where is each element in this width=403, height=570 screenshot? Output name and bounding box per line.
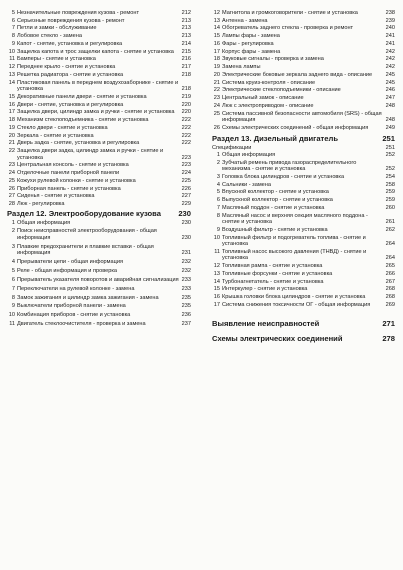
toc-entry-title: Топливные форсунки - снятие и установка xyxy=(222,270,333,277)
toc-entry-title: Замена лампы xyxy=(222,64,261,71)
toc-entry-title: Бамперы - снятие и установка xyxy=(17,56,96,63)
toc-entry-title: Топливный насос высокого давления (ТНВД) - снятие и установка xyxy=(222,248,367,262)
toc-entry[interactable] xyxy=(212,263,395,270)
toc-entry-title: Стекло двери - снятие и установка xyxy=(17,124,108,131)
toc-entry-title: Система круиз-контроля - описание xyxy=(222,79,316,86)
toc-entry[interactable] xyxy=(212,294,395,301)
toc-entry-number: 10 xyxy=(8,48,15,55)
toc-entry-title: Электрические стеклоподъемники - описание xyxy=(222,87,341,94)
toc-entry-page: 222 xyxy=(181,140,191,147)
toc-entry-title: Корпус фары - замена xyxy=(222,48,281,55)
toc-entry-page: 213 xyxy=(181,33,191,40)
toc-entry-title: Звуковые сигналы - проверка и замена xyxy=(222,56,324,63)
toc-entry[interactable] xyxy=(212,235,395,248)
toc-entry-number: 3 xyxy=(11,243,15,250)
toc-entry[interactable] xyxy=(212,103,395,110)
toc-entry-page: 222 xyxy=(181,124,191,131)
toc-entry-title: Переднее крыло - снятие и установка xyxy=(17,64,116,71)
toc-entry[interactable] xyxy=(7,80,191,93)
toc-entry-title: Механизм стеклоподъемника - снятие и установка xyxy=(17,117,149,124)
toc-entry[interactable] xyxy=(212,271,395,278)
toc-entry[interactable] xyxy=(7,41,191,48)
toc-entry[interactable] xyxy=(212,189,395,196)
toc-entry-title: Защелка капота и трос защелки капота - снятие и установка xyxy=(17,48,174,55)
toc-entry-title: Лампы фары - замена xyxy=(222,33,280,40)
toc-entry-number: 24 xyxy=(213,102,220,109)
toc-entry-title: Крышка головки блока цилиндров - снятие и установка xyxy=(222,294,366,301)
toc-entry-title: Общая информация xyxy=(17,219,71,226)
toc-entry-page: 239 xyxy=(385,17,395,24)
toc-entry-title: Масляный поддон - снятие и установка xyxy=(222,204,325,211)
toc-entry-number: 5 xyxy=(216,189,220,196)
toc-entry-title: Сиденья - снятие и установка xyxy=(17,193,95,200)
toc-entry-title: Переключатели на рулевой колонке - замена xyxy=(17,285,135,292)
toc-entry-page: 252 xyxy=(385,166,395,173)
toc-entry[interactable] xyxy=(212,174,395,181)
toc-entry-page: 242 xyxy=(385,56,395,63)
toc-entry-number: 9 xyxy=(216,226,220,233)
toc-entry-page: 262 xyxy=(385,226,395,233)
toc-entry-page: 231 xyxy=(181,250,191,257)
toc-entry-page: 218 xyxy=(181,71,191,78)
toc-entry-number: 14 xyxy=(213,25,220,32)
toc-entry-title: Масляный насос и верхняя секция масляного поддона - снятие и установка xyxy=(222,212,368,226)
toc-entry[interactable] xyxy=(7,268,191,275)
toc-entry-page: 233 xyxy=(181,276,191,283)
toc-entry-title: Схемы электрических соединений - общая информация xyxy=(222,124,369,131)
toc-entry[interactable] xyxy=(7,33,191,40)
toc-entry-title: Обогреватель заднего стекла - проверка и ремонт xyxy=(222,25,354,32)
toc-entry-title: Декоративные панели двери - снятие и установка xyxy=(17,93,147,100)
toc-entry-number: 3 xyxy=(216,173,220,180)
section-13-title: Раздел 13. Дизельный двигатель xyxy=(212,134,338,144)
wiring-heading[interactable] xyxy=(212,334,395,344)
toc-entry-page: 216 xyxy=(181,56,191,63)
toc-entry-number: 1 xyxy=(216,151,220,158)
toc-entry-page: 214 xyxy=(181,40,191,47)
toc-entry-title: Зеркала - снятие и установка xyxy=(17,132,94,139)
toc-entry[interactable] xyxy=(7,49,191,56)
toc-entry-page: 213 xyxy=(181,25,191,32)
toc-entry[interactable] xyxy=(7,25,191,32)
toc-entry-number: 5 xyxy=(11,10,15,16)
toc-entry-page: 212 xyxy=(181,10,191,16)
toc-entry-title: Электрические боковые зеркала заднего вида - описание xyxy=(222,71,373,78)
toc-entry[interactable] xyxy=(212,279,395,286)
toc-entry-number: 6 xyxy=(11,17,15,24)
toc-right-column xyxy=(212,10,395,344)
toc-entry-title: Петли и замки - обслуживание xyxy=(17,25,97,32)
toc-entry-title: Система снижения токсичности ОГ - общая информация xyxy=(222,301,371,308)
toc-entry-number: 17 xyxy=(213,48,220,55)
toc-entry-title: Прерыватель указателя поворотов и аварийная сигнализация xyxy=(17,276,179,283)
toc-entry[interactable] xyxy=(212,227,395,234)
toc-entry[interactable] xyxy=(212,111,395,124)
toc-entry-page: 223 xyxy=(181,154,191,161)
toc-entry[interactable] xyxy=(212,49,395,56)
toc-entry-number: 8 xyxy=(11,294,15,301)
toc-list-section12-cont xyxy=(212,10,395,131)
toc-entry-page: 220 xyxy=(181,109,191,116)
toc-entry-number: 18 xyxy=(8,117,15,124)
toc-entry[interactable] xyxy=(7,64,191,71)
toc-entry[interactable] xyxy=(7,72,191,79)
toc-entry[interactable] xyxy=(212,160,395,173)
toc-entry-title: Отделочные панели приборной панели xyxy=(17,170,120,177)
toc-entry-page: 217 xyxy=(181,64,191,71)
toc-entry[interactable] xyxy=(7,94,191,101)
toc-entry-title: Воздушный фильтр - снятие и установка xyxy=(222,226,328,233)
toc-entry[interactable] xyxy=(7,286,191,293)
toc-entry-page: 268 xyxy=(385,286,395,293)
toc-entry-title: Поиск неисправностей электрооборудования - общая информация xyxy=(17,228,157,241)
toc-entry-number: 11 xyxy=(9,56,15,63)
section-13-heading[interactable] xyxy=(212,134,395,144)
toc-entry-page: 232 xyxy=(181,259,191,266)
section-12-heading[interactable] xyxy=(7,209,191,219)
toc-entry-number: 9 xyxy=(11,40,15,47)
toc-entry[interactable] xyxy=(212,41,395,48)
toc-entry-title: Кожухи рулевой колонки - снятие и установка xyxy=(17,177,136,184)
toc-entry-title: Зубчатый ремень привода газораспределительного механизма - снятие и установка xyxy=(222,159,357,173)
toc-entry-number: 10 xyxy=(213,234,220,241)
troubleshooting-heading[interactable] xyxy=(212,319,395,329)
toc-entry[interactable] xyxy=(7,321,191,328)
toc-entry-page: 225 xyxy=(181,177,191,184)
toc-entry[interactable] xyxy=(7,201,191,208)
toc-entry-number: 22 xyxy=(8,148,15,155)
toc-entry-page: 269 xyxy=(385,301,395,308)
toc-entry-page: 246 xyxy=(385,87,395,94)
toc-entry-number: 12 xyxy=(8,64,15,71)
toc-entry[interactable] xyxy=(212,33,395,40)
toc-entry-title: Центральный замок - описание xyxy=(222,95,304,102)
toc-list-section13 xyxy=(212,152,395,308)
toc-entry-page: 215 xyxy=(181,48,191,55)
toc-entry-number: 5 xyxy=(11,268,15,274)
toc-entry-title: Защелка двери, цилиндр замка и ручки - снятие и установка xyxy=(17,109,175,116)
toc-entry-page: 238 xyxy=(385,10,395,16)
toc-entry-title: Система пассивной безопасности автомобиля (SRS) - общая информация xyxy=(222,110,382,124)
toc-entry-title: Решетка радиатора - снятие и установка xyxy=(17,71,124,78)
toc-entry-number: 25 xyxy=(8,177,15,184)
toc-entry[interactable] xyxy=(7,259,191,266)
toc-entry[interactable] xyxy=(7,295,191,302)
toc-entry-number: 11 xyxy=(214,248,220,255)
section-12-page: 230 xyxy=(178,208,191,218)
toc-entry-number: 10 xyxy=(8,312,15,319)
toc-entry[interactable] xyxy=(7,162,191,169)
toc-entry-title: Прерыватели цепи - общая информация xyxy=(17,259,123,266)
toc-entry[interactable] xyxy=(212,213,395,226)
toc-entry-title: Реле - общая информация и проверка xyxy=(17,268,118,274)
toc-entry-page: 242 xyxy=(385,64,395,71)
toc-entry-page: 266 xyxy=(385,270,395,277)
toc-entry[interactable] xyxy=(212,25,395,32)
toc-left-column xyxy=(7,10,191,328)
toc-entry-title: Выключатели приборной панели - замена xyxy=(17,303,126,310)
toc-entry-page: 248 xyxy=(385,117,395,124)
toc-entry-number: 22 xyxy=(213,87,220,94)
toc-entry-page: 260 xyxy=(385,204,395,211)
toc-entry-number: 16 xyxy=(213,294,220,301)
toc-entry-number: 14 xyxy=(213,278,220,285)
section-12-title: Раздел 12. Электрооборудование кузова xyxy=(7,208,161,218)
toc-entry[interactable] xyxy=(7,117,191,124)
toc-entry-page: 236 xyxy=(181,312,191,319)
toc-entry-page: 224 xyxy=(181,170,191,177)
toc-entry-number: 2 xyxy=(216,159,220,166)
toc-entry-title: Общая информация xyxy=(222,151,276,158)
toc-entry-page: 222 xyxy=(181,117,191,124)
toc-entry-number: 16 xyxy=(8,101,15,108)
toc-entry-page: 264 xyxy=(385,255,395,262)
toc-entry[interactable] xyxy=(212,80,395,87)
toc-entry-page: 218 xyxy=(181,86,191,93)
toc-entry-number: 26 xyxy=(8,185,15,192)
toc-entry-page: 245 xyxy=(385,79,395,86)
toc-entry-number: 25 xyxy=(213,110,220,117)
toc-entry-page: 219 xyxy=(181,93,191,100)
toc-entry[interactable] xyxy=(7,228,191,241)
toc-entry-title: Выпускной коллектор - снятие и установка xyxy=(222,197,333,204)
toc-entry-number: 20 xyxy=(213,71,220,78)
toc-entry-page: 222 xyxy=(181,132,191,139)
toc-entry-title: Головка блока цилиндров - снятие и установка xyxy=(222,173,345,180)
toc-entry-page: 259 xyxy=(385,197,395,204)
wiring-page: 278 xyxy=(382,334,395,344)
troubleshooting-page: 271 xyxy=(382,319,395,329)
toc-entry-number: 17 xyxy=(8,109,15,116)
toc-entry-title: Двигатель стеклоочистителя - проверка и замена xyxy=(17,321,146,328)
toc-entry-page: 227 xyxy=(181,193,191,200)
toc-entry-number: 7 xyxy=(11,285,15,292)
specs-page: 251 xyxy=(385,145,395,152)
toc-entry[interactable] xyxy=(7,220,191,227)
toc-entry-number: 17 xyxy=(213,301,220,308)
toc-entry-number: 27 xyxy=(8,193,15,200)
toc-entry-title: Топливный фильтр и подогреватель топлива - снятие и установка xyxy=(222,234,366,248)
toc-entry-page: 247 xyxy=(385,95,395,102)
toc-entry-title: Топливная рампа - снятие и установка xyxy=(222,263,323,270)
toc-entry-page: 268 xyxy=(385,294,395,301)
toc-entry-number: 9 xyxy=(11,303,15,310)
toc-entry-number: 8 xyxy=(216,212,220,219)
toc-entry-title: Сальники - замена xyxy=(222,181,271,188)
toc-entry[interactable] xyxy=(212,197,395,204)
toc-entry-number: 6 xyxy=(11,276,15,283)
toc-entry-title: Магнитола и громкоговорители - снятие и установка xyxy=(222,10,358,16)
toc-entry-title: Дверь задка - снятие, установка и регулировка xyxy=(17,140,140,147)
specs-label: Спецификации xyxy=(212,145,252,152)
toc-entry[interactable] xyxy=(7,125,191,132)
toc-entry-title: Капот - снятие, установка и регулировка xyxy=(17,40,123,47)
toc-list-section12 xyxy=(7,220,191,328)
toc-entry[interactable] xyxy=(212,302,395,309)
toc-entry-page: 230 xyxy=(181,234,191,241)
troubleshooting-title: Выявление неисправностей xyxy=(212,319,320,329)
toc-entry-page: 223 xyxy=(181,162,191,169)
toc-entry-page: 233 xyxy=(181,285,191,292)
toc-entry-page: 235 xyxy=(181,294,191,301)
toc-entry[interactable] xyxy=(7,18,191,25)
toc-entry-number: 1 xyxy=(11,219,15,226)
toc-entry[interactable] xyxy=(7,193,191,200)
toc-entry[interactable] xyxy=(212,18,395,25)
toc-entry[interactable] xyxy=(212,249,395,262)
toc-entry-number: 2 xyxy=(11,228,15,235)
toc-entry-page: 237 xyxy=(181,321,191,328)
toc-entry-title: Плавкие предохранители и плавкие вставки - общая информация xyxy=(17,243,154,257)
toc-entry[interactable] xyxy=(212,125,395,132)
toc-entry-page: 249 xyxy=(385,124,395,131)
toc-entry[interactable] xyxy=(212,182,395,189)
toc-list-chapter11 xyxy=(7,10,191,208)
toc-entry[interactable] xyxy=(212,205,395,212)
toc-entry-title: Турбонагнетатель - снятие и установка xyxy=(222,278,324,285)
toc-entry[interactable] xyxy=(212,95,395,102)
toc-entry-page: 245 xyxy=(385,71,395,78)
toc-entry-title: Антенна - замена xyxy=(222,17,268,24)
toc-entry-page: 241 xyxy=(385,33,395,40)
toc-entry-page: 230 xyxy=(181,219,191,226)
wiring-title: Схемы электрических соединений xyxy=(212,334,343,344)
toc-entry-number: 12 xyxy=(213,263,220,270)
toc-entry-number: 26 xyxy=(213,124,220,131)
toc-entry-title: Двери - снятие, установка и регулировка xyxy=(17,101,124,108)
toc-entry-number: 23 xyxy=(8,162,15,169)
toc-entry-number: 7 xyxy=(216,204,220,211)
toc-entry-title: Фары - регулировка xyxy=(222,40,274,47)
toc-entry-number: 19 xyxy=(8,124,15,131)
toc-entry[interactable] xyxy=(212,72,395,79)
toc-entry-number: 23 xyxy=(213,95,220,102)
toc-entry[interactable] xyxy=(7,109,191,116)
toc-entry-page: 226 xyxy=(181,185,191,192)
toc-entry-number: 21 xyxy=(8,140,15,147)
toc-entry-page: 235 xyxy=(181,303,191,310)
toc-entry-page: 242 xyxy=(385,48,395,55)
toc-entry[interactable] xyxy=(7,10,191,17)
toc-entry-number: 6 xyxy=(216,197,220,204)
toc-entry-number: 11 xyxy=(9,321,15,328)
toc-entry-page: 220 xyxy=(181,101,191,108)
toc-entry-title: Люк - регулировка xyxy=(17,200,65,207)
toc-entry[interactable] xyxy=(212,10,395,17)
toc-entry-page: 267 xyxy=(385,278,395,285)
toc-entry-title: Пластиковая панель в переднем воздухозаборнике - снятие и установка xyxy=(17,79,179,93)
toc-entry-page: 258 xyxy=(385,181,395,188)
toc-entry[interactable] xyxy=(7,140,191,147)
toc-entry-title: Защелка двери задка, цилиндр замка и ручки - снятие и установка xyxy=(17,148,164,161)
toc-entry-page: 261 xyxy=(385,219,395,226)
section-13-page: 251 xyxy=(382,134,395,144)
toc-entry-title: Приборная панель - снятие и установка xyxy=(17,185,121,192)
toc-entry[interactable] xyxy=(212,152,395,159)
toc-entry-page: 240 xyxy=(385,25,395,32)
toc-entry-title: Лобовое стекло - замена xyxy=(17,33,82,40)
toc-entry-number: 24 xyxy=(8,170,15,177)
toc-entry-page: 232 xyxy=(181,268,191,274)
toc-entry-number: 19 xyxy=(213,64,220,71)
toc-entry-number: 4 xyxy=(216,181,220,188)
toc-entry[interactable] xyxy=(212,56,395,63)
toc-entry-number: 13 xyxy=(213,17,220,24)
toc-entry-number: 13 xyxy=(213,270,220,277)
toc-entry[interactable] xyxy=(7,277,191,284)
toc-entry[interactable] xyxy=(212,286,395,293)
toc-entry-number: 15 xyxy=(8,93,15,100)
toc-entry[interactable] xyxy=(212,87,395,94)
toc-entry[interactable] xyxy=(7,186,191,193)
toc-entry-title: Комбинация приборов - снятие и установка xyxy=(17,312,131,319)
toc-entry[interactable] xyxy=(7,244,191,257)
toc-entry-number: 4 xyxy=(11,259,15,266)
toc-entry-number: 12 xyxy=(213,10,220,16)
toc-entry-number: 8 xyxy=(11,33,15,40)
toc-entry[interactable] xyxy=(7,178,191,185)
toc-entry[interactable] xyxy=(7,312,191,319)
toc-entry-number: 14 xyxy=(8,79,15,86)
toc-entry-number: 16 xyxy=(213,40,220,47)
toc-entry-title: Центральная консоль - снятие и установка xyxy=(17,162,129,169)
toc-entry-number: 28 xyxy=(8,200,15,207)
toc-entry-number: 15 xyxy=(213,33,220,40)
toc-entry[interactable] xyxy=(212,64,395,71)
toc-entry-page: 259 xyxy=(385,189,395,196)
toc-entry-number: 21 xyxy=(213,79,220,86)
toc-entry-title: Впускной коллектор - снятие и установка xyxy=(222,189,329,196)
toc-entry-title: Замок зажигания и цилиндр замка зажигания - замена xyxy=(17,294,159,301)
toc-entry-number: 13 xyxy=(8,71,15,78)
toc-entry-title: Люк с электроприводом - описание xyxy=(222,102,314,109)
toc-entry-title: Незначительные повреждения кузова - ремонт xyxy=(17,10,140,16)
toc-entry[interactable] xyxy=(7,303,191,310)
toc-entry[interactable] xyxy=(7,133,191,140)
toc-entry-title: Интеркулер - снятие и установка xyxy=(222,286,308,293)
toc-entry[interactable] xyxy=(7,102,191,109)
toc-entry-page: 248 xyxy=(385,102,395,109)
toc-entry-page: 241 xyxy=(385,40,395,47)
toc-entry-title: Серьезные повреждения кузова - ремонт xyxy=(17,17,125,24)
toc-entry-page: 264 xyxy=(385,241,395,248)
toc-entry-number: 15 xyxy=(213,286,220,293)
toc-entry[interactable] xyxy=(7,148,191,161)
toc-entry[interactable] xyxy=(7,56,191,63)
toc-entry-number: 20 xyxy=(8,132,15,139)
toc-entry[interactable] xyxy=(7,170,191,177)
toc-entry-number: 18 xyxy=(213,56,220,63)
toc-entry-page: 229 xyxy=(181,200,191,207)
toc-entry-page: 252 xyxy=(385,151,395,158)
toc-entry-page: 213 xyxy=(181,17,191,24)
toc-entry-page: 265 xyxy=(385,263,395,270)
toc-entry-page: 254 xyxy=(385,173,395,180)
toc-entry-number: 7 xyxy=(11,25,15,32)
